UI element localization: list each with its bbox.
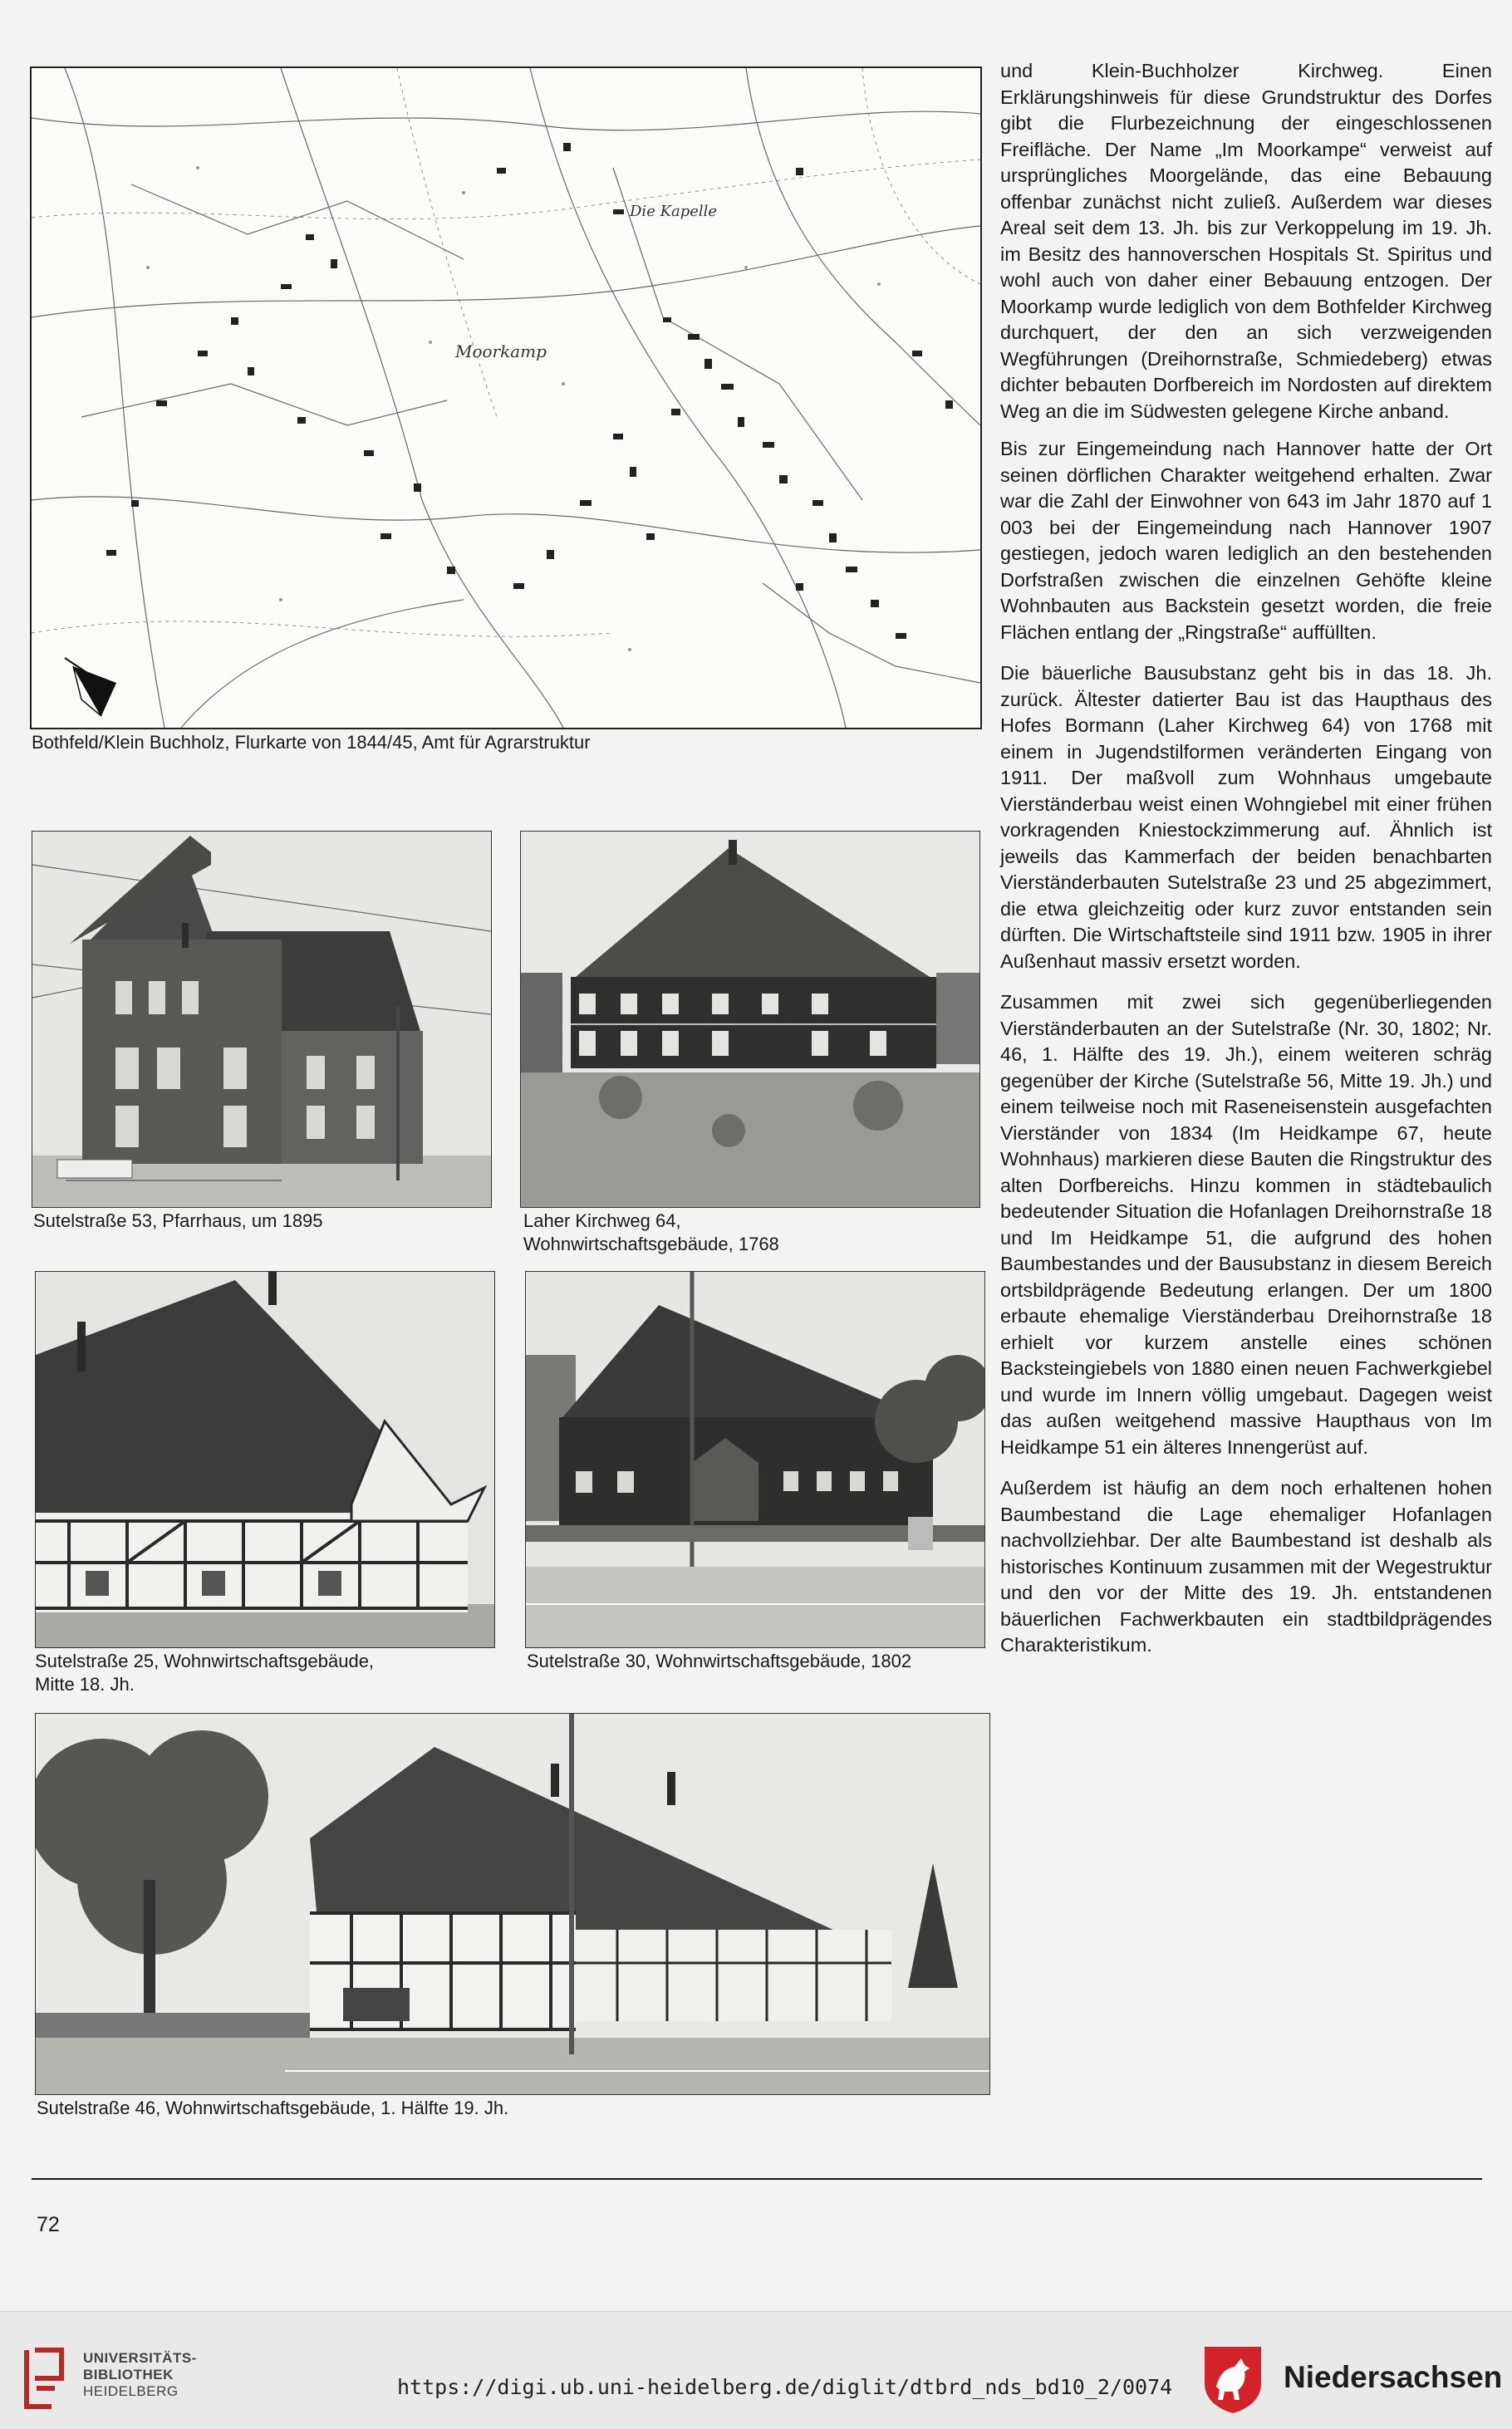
- photo-sutelstrasse-46: [35, 1713, 990, 2095]
- photo-sutelstrasse-30: [525, 1271, 985, 1648]
- photo-pfarrhaus: [32, 831, 492, 1208]
- map-label-kapelle: Die Kapelle: [630, 203, 718, 220]
- photo-sutelstrasse-25: [35, 1271, 495, 1648]
- paragraph-2: Bis zur Eingemeindung nach Hannover hatte der Ort seinen dörflichen Charakter weitgehend erhalten. Zwar war die Zahl der Einwohner von 643 im Jahr 1870 auf 1 003 bei der Eingemeindung nach Hannover 1907 gestiegen, jedoch waren lediglich an den bestehenden Dorfstraßen zwischen die einzelnen Gehöfte kleine Wohnbauten aus Backstein gesetzt worden, die freie Flächen entlang der „Ringstraße“ auffüllten.: [1000, 438, 1492, 643]
- page-divider: [32, 2178, 1482, 2180]
- caption-pfarrhaus: Sutelstraße 53, Pfarrhaus, um 1895: [33, 1210, 323, 1231]
- paragraph-5: Außerdem ist häufig an dem noch erhaltenen hohen Baumbestand die Lage ehemaliger Hofanlagen nachvollziehbar. Der alte Baumbestand ist deshalb als historisches Kontinuum zusammen mit der Wegestruktur und den vor der Mitte des 19. Jh. entstandenen bäuerlichen Fachwerkbauten ein stadtbildprägendes Charakteristikum.: [1000, 1477, 1492, 1656]
- digitization-footer: [0, 2311, 1512, 2429]
- paragraph-4: Zusammen mit zwei sich gegenüberliegenden Vierständerbauten an der Sutelstraße (Nr. 30, 1802; Nr. 46, 1. Hälfte des 19. Jh.), einem weiteren schräg gegenüber der Kirche (Sutelstraße 56, Mitte 19. Jh.) und einem teilweise noch mit Raseneisenstein ausgefachten Vierständer von 1834 (Im Heidkampe 67, heute Wohnhaus) markieren diese Bauten die Ringstruktur des alten Dorfbereichs. Hinzu kommen in städtebaulich bedeutender Situation die Hofanlagen Dreihornstraße 18 und Im Heidkampe 51, die aufgrund des hohen Baumbestandes und der Bausubstanz in diesem Bereich ortsbildprägende Bedeutung erlangen. Der um 1800 erbaute ehemalige Vierständerbau Dreihornstraße 18 erhielt vor kurzem anstelle eines schönen Backsteingiebels von 1880 einen neuen Fachwerkgiebel und wurde im Innern völlig umgebaut. Dagegen weist das außen weitgehend massive Haupthaus von Im Heidkampe 51 ein älteres Innengerüst auf.: [1000, 991, 1492, 1458]
- paragraph-3: Die bäuerliche Bausubstanz geht bis in das 18. Jh. zurück. Ältester datierter Bau ist das Haupthaus des Hofes Bormann (Laher Kirchweg 64) von 1768 mit einem in Jugendstilformen veränderten Eingang von 1911. Der maßvoll zum Wohnhaus umgebaute Vierständerbau weist einen Wohngiebel mit einer frühen vorkragenden Kniestockzimmerung auf. Ähnlich ist jeweils das Kammerfach der beiden benachbarten Vierständerbauten Sutelstraße 23 und 25 abgezimmert, die etwa gleichzeitig oder kurz zuvor entstanden sein dürften. Die Wirtschaftsteile sind 1911 bzw. 1905 in ihrer Außenhaut massiv ersetzt worden.: [1000, 662, 1492, 972]
- caption-map: Bothfeld/Klein Buchholz, Flurkarte von 1844/45, Amt für Agrarstruktur: [32, 732, 591, 753]
- caption-laher-line1: Laher Kirchweg 64,: [523, 1210, 681, 1231]
- map-label-moorkamp: Moorkamp: [455, 341, 547, 361]
- caption-sutel25-line2: Mitte 18. Jh.: [35, 1674, 135, 1695]
- paragraph-1: und Klein-Buchholzer Kirchweg. Einen Erklärungshinweis für diese Grundstruktur des Dorfes gibt die Flurbezeichnung der eingeschlossenen Freifläche. Der Name „Im Moorkampe“ verweist auf ursprüngliches Moorgelände, das eine Bebauung offenbar zunächst nicht zuließ. Außerdem war dieses Areal seit dem 13. Jh. bis zur Verkoppelung im 19. Jh. im Besitz des hannoverschen Hospitals St. Spiritus und wohl auch von daher einer Bebauung entzogen. Der Moorkamp wurde lediglich von dem Bothfelder Kirchweg durchquert, der den an sich verzweigenden Wegführungen (Dreihornstraße, Schmiedeberg) etwas dichter bebauten Dorfbereich im Nordosten auf direktem Weg an die im Südwesten gelegene Kirche anband.: [1000, 60, 1492, 422]
- cadastral-map-image: [30, 66, 982, 729]
- lower-saxony-horse-icon[interactable]: [1201, 2343, 1264, 2415]
- page-number: 72: [37, 2213, 60, 2236]
- university-library-logo-icon[interactable]: [18, 2345, 70, 2412]
- photo-laher-kirchweg: [520, 831, 980, 1208]
- caption-laher-line2: Wohnwirtschaftsgebäude, 1768: [523, 1234, 779, 1254]
- caption-sutel25-line1: Sutelstraße 25, Wohnwirtschaftsgebäude,: [35, 1651, 375, 1671]
- state-name: Niedersachsen: [1284, 2360, 1503, 2394]
- body-text-column: [1000, 58, 1492, 1674]
- caption-sutel30: Sutelstraße 30, Wohnwirtschaftsgebäude, 1802: [527, 1651, 912, 1671]
- source-url-link[interactable]: https://digi.ub.uni-heidelberg.de/diglit/dtbrd_nds_bd10_2/0074: [397, 2375, 1173, 2399]
- university-library-name: UNIVERSITÄTS- BIBLIOTHEK HEIDELBERG: [83, 2350, 197, 2399]
- caption-sutel46: Sutelstraße 46, Wohnwirtschaftsgebäude, 1. Hälfte 19. Jh.: [37, 2098, 509, 2118]
